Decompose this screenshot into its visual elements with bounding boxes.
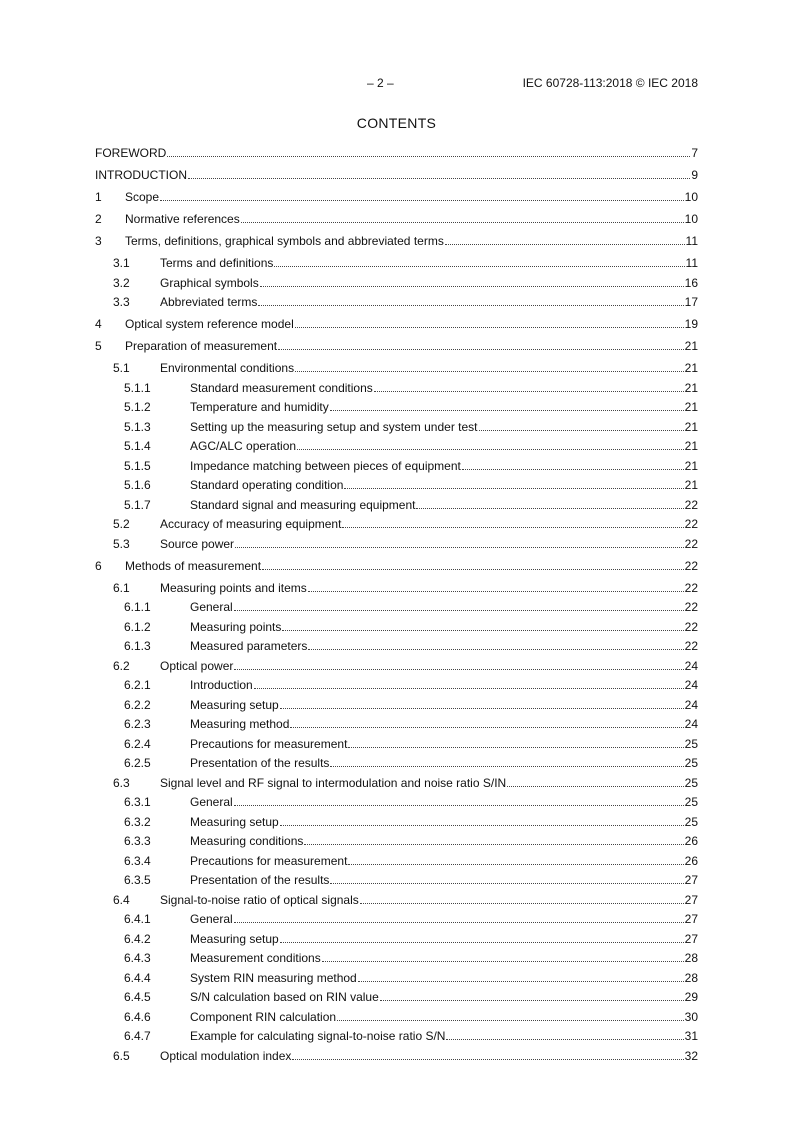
toc-entry-number: 5.3 <box>113 536 130 551</box>
toc-entry-number: 6.2.2 <box>124 697 151 712</box>
toc-leader-dots <box>234 921 684 923</box>
toc-entry[interactable] <box>95 951 698 965</box>
toc-entry[interactable] <box>95 639 698 653</box>
toc-entry-page: 21 <box>684 380 698 395</box>
toc-leader-dots <box>348 746 683 748</box>
toc-entry-page: 24 <box>684 678 698 692</box>
toc-entry-title: Signal level and RF signal to intermodulation and noise ratio S/IN <box>160 775 507 790</box>
toc-entry-title: Measuring setup <box>190 697 279 712</box>
toc-entry-page: 22 <box>684 580 698 595</box>
toc-leader-dots <box>292 1058 683 1060</box>
page-number: – 2 – <box>367 76 394 90</box>
toc-entry-number: 6.4.5 <box>124 990 151 1004</box>
toc-leader-dots <box>295 370 684 372</box>
toc-entry-page: 29 <box>684 990 698 1004</box>
toc-entry-page: 24 <box>684 658 698 673</box>
toc-entry-number: 1 <box>95 190 102 204</box>
toc-entry-title: Standard measurement conditions <box>190 380 373 395</box>
toc-leader-dots <box>445 243 685 245</box>
toc-entry-title: Abbreviated terms <box>160 295 258 309</box>
toc-entry-title: Optical system reference model <box>125 317 294 331</box>
toc-entry-page: 21 <box>684 361 698 375</box>
toc-entry-number: 6.3.3 <box>124 834 151 848</box>
toc-entry-number: 3.1 <box>113 256 130 270</box>
toc-entry-title: Measured parameters <box>190 639 308 653</box>
toc-entry[interactable] <box>95 295 698 309</box>
toc-entry-page: 27 <box>684 873 698 887</box>
toc-leader-dots <box>416 507 683 509</box>
toc-leader-dots <box>278 348 684 350</box>
toc-entry[interactable] <box>95 678 698 692</box>
toc-entry[interactable] <box>95 581 698 595</box>
toc-entry-page: 25 <box>684 814 698 829</box>
toc-leader-dots <box>330 409 684 411</box>
toc-entry-page: 11 <box>685 256 698 270</box>
toc-leader-dots <box>234 668 683 670</box>
toc-leader-dots <box>462 468 684 470</box>
toc-entry-number: 3 <box>95 234 102 248</box>
toc-entry-number: 3.2 <box>113 275 130 290</box>
toc-entry-title: Measuring points and items <box>160 580 307 595</box>
toc-entry[interactable] <box>95 990 698 1004</box>
toc-entry-page: 9 <box>691 168 698 182</box>
document-reference: IEC 60728-113:2018 © IEC 2018 <box>522 76 698 90</box>
toc-leader-dots <box>254 687 684 689</box>
toc-entry-number: 6.3.1 <box>124 795 151 809</box>
toc-leader-dots <box>337 1019 684 1021</box>
toc-entry-title: INTRODUCTION <box>95 168 187 182</box>
toc-entry-page: 27 <box>684 912 698 926</box>
toc-entry-page: 31 <box>684 1029 698 1043</box>
toc-entry[interactable] <box>95 893 698 907</box>
toc-entry-title: Graphical symbols <box>160 275 259 290</box>
toc-entry-number: 6.4.3 <box>124 951 151 965</box>
toc-entry-number: 6.4.2 <box>124 931 151 946</box>
toc-leader-dots <box>167 155 690 157</box>
toc-entry-page: 26 <box>684 834 698 848</box>
toc-entry-page: 26 <box>684 853 698 868</box>
toc-leader-dots <box>479 429 684 431</box>
toc-leader-dots <box>295 326 684 328</box>
toc-leader-dots <box>374 390 684 392</box>
toc-entry-number: 5 <box>95 339 102 353</box>
toc-entry-number: 6.2 <box>113 658 130 673</box>
toc-entry-title: Accuracy of measuring equipment <box>160 517 342 531</box>
toc-entry-number: 5.1.1 <box>124 380 151 395</box>
toc-entry[interactable] <box>95 873 698 887</box>
toc-entry-page: 30 <box>684 1009 698 1024</box>
toc-entry-page: 28 <box>684 970 698 985</box>
toc-entry-title: Measurement conditions <box>190 951 321 965</box>
toc-entry-number: 2 <box>95 212 102 226</box>
toc-leader-dots <box>322 960 684 962</box>
toc-entry-title: Presentation of the results <box>190 756 330 770</box>
toc-leader-dots <box>308 648 683 650</box>
toc-leader-dots <box>297 448 684 450</box>
toc-entry-title: Measuring method <box>190 717 290 731</box>
toc-entry-number: 6.2.5 <box>124 756 151 770</box>
toc-leader-dots <box>290 726 683 728</box>
toc-entry-title: Preparation of measurement <box>125 339 278 353</box>
toc-entry-title: General <box>190 912 233 926</box>
toc-entry-title: Optical power <box>160 658 234 673</box>
toc-leader-dots <box>235 546 684 548</box>
toc-entry-page: 25 <box>684 756 698 770</box>
toc-entry-page: 22 <box>684 558 698 573</box>
toc-entry-number: 6.5 <box>113 1048 130 1063</box>
toc-entry[interactable] <box>95 361 698 375</box>
toc-leader-dots <box>342 526 683 528</box>
toc-entry-title: Presentation of the results <box>190 873 330 887</box>
toc-entry-number: 6.3.2 <box>124 814 151 829</box>
toc-entry-number: 5.1.7 <box>124 497 151 512</box>
toc-leader-dots <box>280 707 684 709</box>
toc-entry[interactable] <box>95 478 698 492</box>
toc-entry-title: Setting up the measuring setup and system under test <box>190 419 478 434</box>
toc-entry-page: 22 <box>684 497 698 512</box>
toc-entry-title: FOREWORD <box>95 146 167 160</box>
toc-entry-title: Terms, definitions, graphical symbols and abbreviated terms <box>125 234 444 248</box>
toc-entry[interactable] <box>95 168 698 182</box>
toc-entry-number: 6.1.3 <box>124 639 151 653</box>
toc-entry-page: 10 <box>684 190 698 204</box>
toc-entry[interactable] <box>95 146 698 160</box>
toc-leader-dots <box>262 568 684 570</box>
toc-entry-number: 5.1.4 <box>124 439 151 453</box>
toc-entry-number: 6.4.7 <box>124 1029 151 1043</box>
toc-leader-dots <box>241 221 684 223</box>
toc-entry-title: Example for calculating signal-to-noise ratio S/N <box>190 1029 446 1043</box>
toc-entry-page: 28 <box>684 951 698 965</box>
toc-entry-page: 21 <box>684 419 698 434</box>
toc-entry[interactable] <box>95 420 698 434</box>
toc-entry-page: 22 <box>684 639 698 653</box>
toc-entry-page: 22 <box>684 517 698 531</box>
toc-entry[interactable] <box>95 795 698 809</box>
toc-leader-dots <box>360 902 684 904</box>
toc-entry[interactable] <box>95 620 698 634</box>
toc-leader-dots <box>234 609 684 611</box>
toc-leader-dots <box>258 304 683 306</box>
toc-entry-number: 4 <box>95 317 102 331</box>
toc-entry-title: S/N calculation based on RIN value <box>190 990 379 1004</box>
toc-entry-number: 6.2.3 <box>124 717 151 731</box>
toc-entry-number: 6.4.6 <box>124 1009 151 1024</box>
toc-entry[interactable] <box>95 756 698 770</box>
toc-entry-page: 21 <box>684 339 698 353</box>
toc-entry-page: 21 <box>684 439 698 453</box>
toc-entry-number: 5.1.6 <box>124 478 151 492</box>
toc-leader-dots <box>358 980 684 982</box>
toc-leader-dots <box>304 843 683 845</box>
toc-entry-number: 6 <box>95 558 102 573</box>
toc-entry-number: 6.4.1 <box>124 912 151 926</box>
toc-leader-dots <box>308 590 684 592</box>
toc-entry-number: 6.4 <box>113 892 130 907</box>
toc-entry-title: General <box>190 795 233 809</box>
toc-entry-page: 22 <box>684 600 698 614</box>
toc-entry-title: Environmental conditions <box>160 361 295 375</box>
toc-entry-number: 6.4.4 <box>124 970 151 985</box>
toc-entry-title: Measuring setup <box>190 814 279 829</box>
toc-entry-title: Measuring setup <box>190 931 279 946</box>
toc-entry-number: 5.1.3 <box>124 419 151 434</box>
toc-entry-number: 6.1 <box>113 580 130 595</box>
toc-entry-page: 16 <box>684 275 698 290</box>
toc-entry-page: 27 <box>684 892 698 907</box>
toc-entry-number: 3.3 <box>113 295 130 309</box>
toc-entry-page: 21 <box>684 458 698 473</box>
toc-entry-title: AGC/ALC operation <box>190 439 297 453</box>
toc-entry-title: General <box>190 600 233 614</box>
toc-entry[interactable] <box>95 498 698 512</box>
toc-entry-title: Optical modulation index <box>160 1048 292 1063</box>
toc-entry-page: 7 <box>691 146 698 160</box>
toc-entry-title: Temperature and humidity <box>190 400 329 414</box>
toc-entry-page: 25 <box>684 775 698 790</box>
toc-leader-dots <box>507 785 683 787</box>
toc-entry-number: 6.3.5 <box>124 873 151 887</box>
toc-entry-number: 6.2.1 <box>124 678 151 692</box>
toc-entry-title: System RIN measuring method <box>190 970 357 985</box>
toc-leader-dots <box>348 863 683 865</box>
toc-entry[interactable] <box>95 517 698 531</box>
toc-entry-page: 25 <box>684 736 698 751</box>
toc-entry-title: Measuring conditions <box>190 834 304 848</box>
toc-entry[interactable] <box>95 559 698 573</box>
toc-entry-page: 19 <box>684 317 698 331</box>
toc-leader-dots <box>446 1038 683 1040</box>
toc-entry-number: 6.1.1 <box>124 600 151 614</box>
toc-entry[interactable] <box>95 212 698 226</box>
toc-entry[interactable] <box>95 815 698 829</box>
toc-entry-title: Impedance matching between pieces of equipment <box>190 458 461 473</box>
toc-entry[interactable] <box>95 776 698 790</box>
toc-entry-page: 27 <box>684 931 698 946</box>
toc-entry[interactable] <box>95 339 698 353</box>
toc-entry-number: 6.2.4 <box>124 736 151 751</box>
toc-entry[interactable] <box>95 698 698 712</box>
toc-entry-title: Methods of measurement <box>125 558 262 573</box>
toc-leader-dots <box>280 941 684 943</box>
toc-entry-number: 5.1.5 <box>124 458 151 473</box>
toc-entry-page: 25 <box>684 795 698 809</box>
toc-entry[interactable] <box>95 659 698 673</box>
toc-entry-number: 5.2 <box>113 517 130 531</box>
toc-entry-title: Terms and definitions <box>160 256 274 270</box>
toc-entry-title: Normative references <box>125 212 240 226</box>
toc-leader-dots <box>260 285 684 287</box>
toc-entry-title: Measuring points <box>190 619 282 634</box>
toc-entry-number: 5.1.2 <box>124 400 151 414</box>
toc-leader-dots <box>330 882 683 884</box>
toc-leader-dots <box>234 804 684 806</box>
toc-entry[interactable] <box>95 400 698 414</box>
toc-entry-title: Component RIN calculation <box>190 1009 337 1024</box>
toc-entry-title: Precautions for measurement <box>190 736 348 751</box>
toc-leader-dots <box>188 177 690 179</box>
toc-entry[interactable] <box>95 1029 698 1043</box>
toc-entry[interactable] <box>95 717 698 731</box>
toc-entry-page: 22 <box>684 619 698 634</box>
toc-entry-title: Signal-to-noise ratio of optical signals <box>160 892 359 907</box>
toc-entry-number: 6.3.4 <box>124 853 151 868</box>
toc-leader-dots <box>282 629 683 631</box>
toc-entry-page: 24 <box>684 717 698 731</box>
toc-entry-page: 24 <box>684 697 698 712</box>
toc-leader-dots <box>280 824 684 826</box>
toc-entry[interactable] <box>95 190 698 204</box>
toc-leader-dots <box>160 199 684 201</box>
toc-leader-dots <box>344 487 683 489</box>
toc-entry[interactable] <box>95 317 698 331</box>
toc-entry[interactable] <box>95 537 698 551</box>
toc-entry[interactable] <box>95 737 698 751</box>
toc-entry[interactable] <box>95 932 698 946</box>
toc-entry-number: 5.1 <box>113 361 130 375</box>
toc-entry[interactable] <box>95 234 698 248</box>
toc-entry-title: Standard operating condition <box>190 478 344 492</box>
toc-entry-number: 6.1.2 <box>124 619 151 634</box>
toc-entry[interactable] <box>95 381 698 395</box>
toc-entry-title: Standard signal and measuring equipment <box>190 497 416 512</box>
toc-entry-page: 10 <box>684 212 698 226</box>
page-header <box>95 76 698 92</box>
toc-entry-page: 32 <box>684 1048 698 1063</box>
toc-leader-dots <box>330 765 683 767</box>
toc-entry-title: Scope <box>125 190 160 204</box>
toc-entry-page: 11 <box>685 234 698 248</box>
toc-entry-page: 17 <box>684 295 698 309</box>
toc-entry[interactable] <box>95 439 698 453</box>
toc-entry[interactable] <box>95 971 698 985</box>
page-title: CONTENTS <box>356 115 437 131</box>
toc-entry[interactable] <box>95 276 698 290</box>
toc-entry[interactable] <box>95 256 698 270</box>
toc-entry[interactable] <box>95 459 698 473</box>
toc-entry-page: 22 <box>684 536 698 551</box>
toc-leader-dots <box>380 999 684 1001</box>
toc-entry[interactable] <box>95 600 698 614</box>
toc-entry-title: Introduction <box>190 678 253 692</box>
toc-entry-page: 21 <box>684 400 698 414</box>
toc-entry[interactable] <box>95 854 698 868</box>
toc-entry[interactable] <box>95 912 698 926</box>
toc-entry[interactable] <box>95 834 698 848</box>
toc-entry[interactable] <box>95 1010 698 1024</box>
toc-entry-page: 21 <box>684 478 698 492</box>
toc-entry[interactable] <box>95 1049 698 1063</box>
toc-entry-number: 6.3 <box>113 775 130 790</box>
toc-leader-dots <box>274 265 684 267</box>
toc-entry-title: Precautions for measurement <box>190 853 348 868</box>
toc-entry-title: Source power <box>160 536 235 551</box>
